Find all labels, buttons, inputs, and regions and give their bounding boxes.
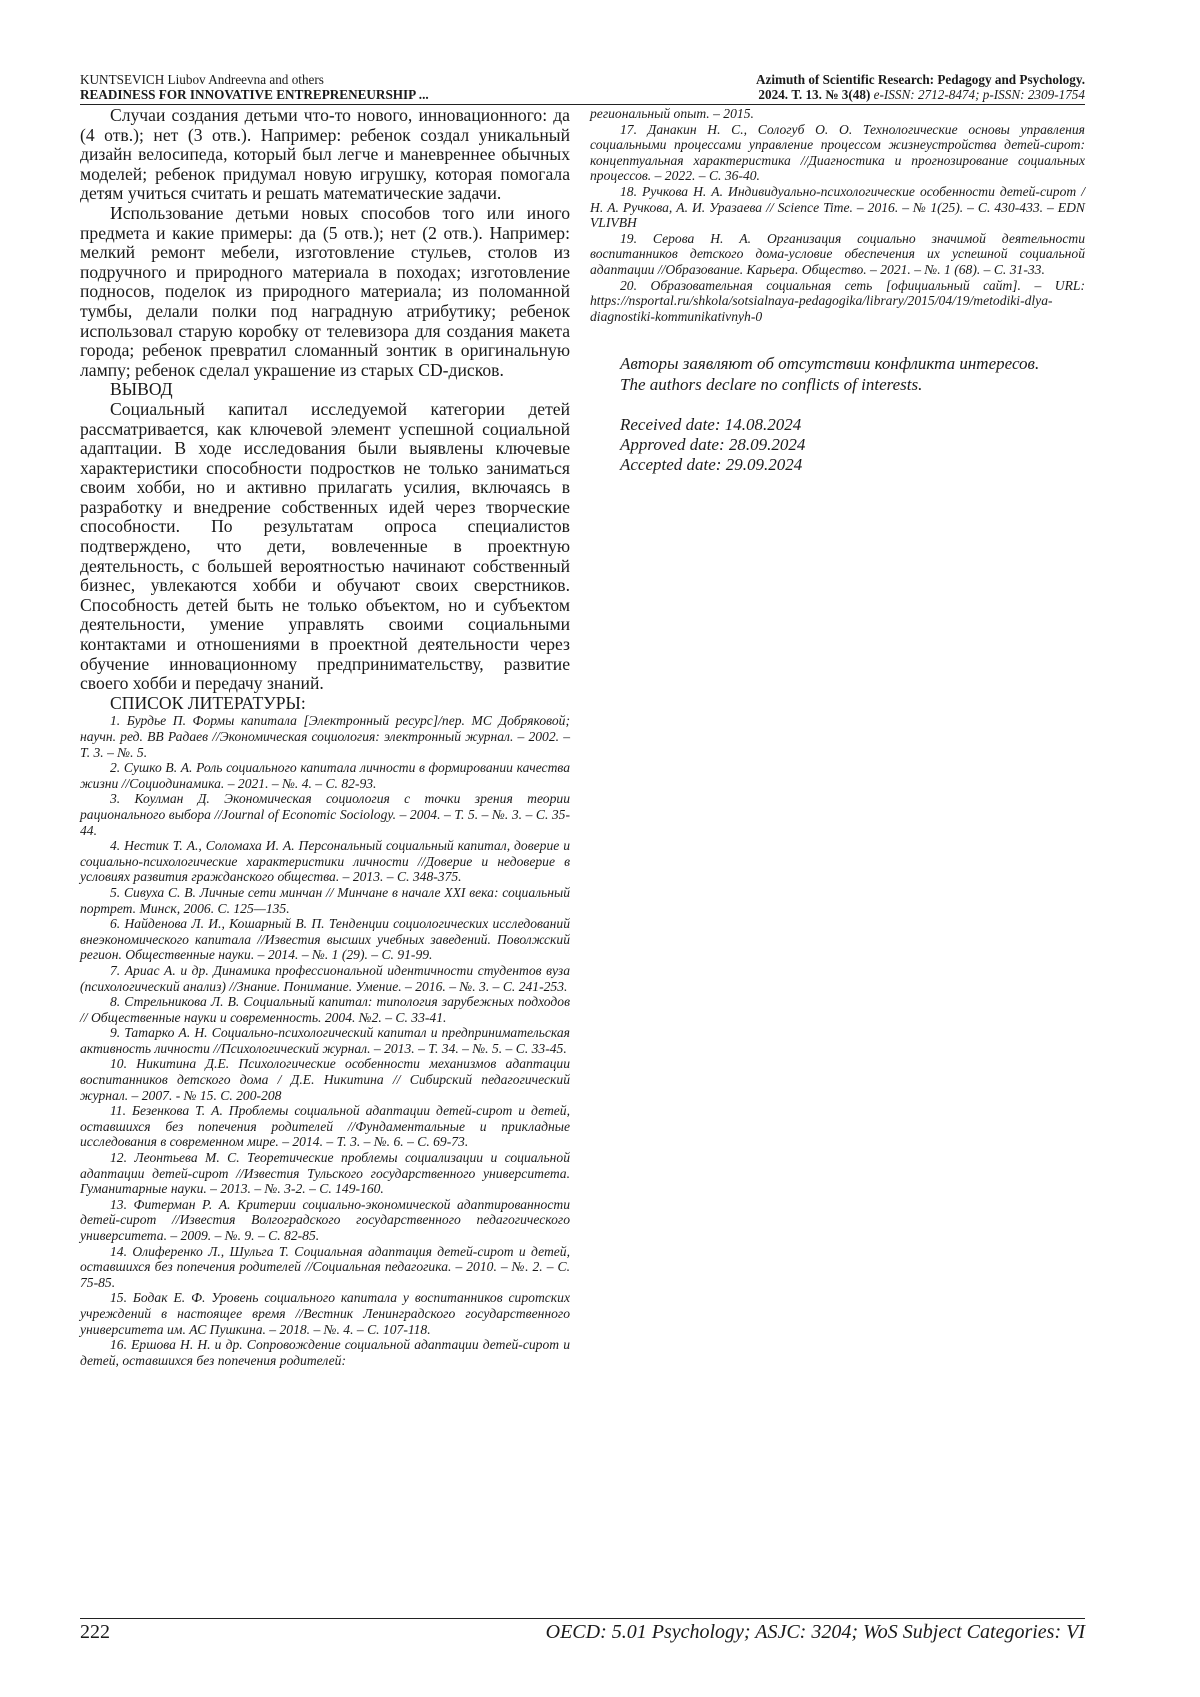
reference-item: 15. Бодак Е. Ф. Уровень социального капитала у воспитанников сиротских учреждений в настоящее время //Вестник Ленинградского государственного университета им. АС Пушкина. – 2018. – №. 4. – С. 107-118. xyxy=(80,1290,570,1337)
body-paragraph-1: Случаи создания детьми что-то нового, инновационного: да (4 отв.); нет (3 отв.). Например: ребенок создал уникальный дизайн велосипеда, который был легче и маневреннее обычных моделей; ребенок придумал новую игрушку, которая помогала детям учиться считать и решать математические задачи. xyxy=(80,105,570,204)
header-article-title: READINESS FOR INNOVATIVE ENTREPRENEURSHIP ... xyxy=(80,87,429,102)
reference-item: 3. Коулман Д. Экономическая социология с точки зрения теории рационального выбора //Journal of Economic Sociology. – 2004. – Т. 5. – №. 3. – С. 35-44. xyxy=(80,791,570,838)
conclusion-heading: ВЫВОД xyxy=(110,379,173,400)
reference-item: 6. Найденова Л. И., Кошарный В. П. Тенденции социологических исследований внеэкономического капитала //Известия высших учебных заведений. Поволжский регион. Общественные науки. – 2014. – №. 1 (29). – С. 91-99. xyxy=(80,916,570,963)
conclusion-text: Социальный капитал исследуемой категории детей рассматривается, как ключевой элемент успешной социальной адаптации. В ходе исследования были выявлены ключевые характеристики способности подростков не только заниматься своим хобби, но и активно прилагать усилия, включаясь в разработку и внедрение собственных идей через творческие способности. По результатам опроса специалистов подтверждено, что дети, вовлеченные в проектную деятельность, с большей вероятностью начинают собственный бизнес, увлекаются хобби и обучают своих сверстников. Способность детей быть не только объектом, но и субъектом деятельности, умение управлять своими социальными контактами и отношениями в проектной деятельности через обучение инновационному предпринимательству, развитие своего хобби и передачу знаний. xyxy=(80,398,570,694)
page-number: 222 xyxy=(80,1621,110,1643)
reference-item: 12. Леонтьева М. С. Теоретические проблемы социализации и социальной адаптации детей-сирот //Известия Тульского государственного университета. Гуманитарные науки. – 2013. – №. 3-2. – С. 149-160. xyxy=(80,1150,570,1197)
approved-date: Approved date: 28.09.2024 xyxy=(620,435,806,455)
reference-item: 14. Олиференко Л., Шульга Т. Социальная адаптация детей-сирот и детей, оставшихся без попечения родителей //Социальная педагогика. – 2010. – №. 2. – С. 75-85. xyxy=(80,1243,570,1290)
reference-item: 7. Ариас А. и др. Динамика профессиональной идентичности студентов вуза (психологический анализ) //Знание. Понимание. Умение. – 2016. – №. 3. – С. 241-253. xyxy=(80,962,570,994)
header-journal-name: Azimuth of Scientific Research: Pedagogy and Psychology. xyxy=(755,72,1085,87)
reference-item: 13. Фитерман Р. А. Критерии социально-экономической адаптированности детей-сирот //Известия Волгоградского государственного педагогического университета. – 2009. – №. 9. – С. 82-85. xyxy=(80,1196,570,1243)
reference-item: 19. Серова Н. А. Организация социально значимой деятельности воспитанников детского дома-условие обеспечения их успешной социальной адаптации //Образование. Карьера. Общество. – 2021. – №. 1 (68). – С. 31-33. xyxy=(590,230,1085,277)
subject-classification: OECD: 5.01 Psychology; ASJC: 3204; WoS Subject Categories: VI xyxy=(545,1621,1085,1643)
reference-item: 4. Нестик Т. А., Соломаха И. А. Персональный социальный капитал, доверие и социально-психологические характеристики личности //Доверие и недоверие в условиях развития гражданского общества. – 2013. – С. 348-375. xyxy=(80,838,570,885)
reference-item: 16. Ершова Н. Н. и др. Сопровождение социальной адаптации детей-сирот и детей, оставшихся без попечения родителей: xyxy=(80,1337,570,1368)
header-authors: KUNTSEVICH Liubov Andreevna and others xyxy=(80,72,324,87)
right-column xyxy=(590,106,1085,475)
reference-item: 2. Сушко В. А. Роль социального капитала личности в формировании качества жизни //Социодинамика. – 2021. – №. 4. – С. 82-93. xyxy=(80,760,570,791)
reference-item: 1. Бурдье П. Формы капитала [Электронный ресурс]/пер. МС Добряковой; научн. ред. ВВ Радаев //Экономическая социология: электронный журнал. – 2002. – Т. 3. – №. 5. xyxy=(80,713,570,760)
accepted-date: Accepted date: 29.09.2024 xyxy=(620,455,803,475)
reference-item: 10. Никитина Д.Е. Психологические особенности механизмов адаптации воспитанников детского дома / Д.Е. Никитина // Сибирский педагогический журнал. – 2007. - № 15. С. 200-208 xyxy=(80,1056,570,1103)
reference-item: 20. Образовательная социальная сеть [официальный сайт]. – URL: https://nsportal.ru/shkola/sotsialnaya-pedagogika/library/2015/04/19/metodiki-dlya-diagnostiki-kommunikativnyh-0 xyxy=(590,277,1085,324)
header-issue-number: 2024. Т. 13. № 3(48) xyxy=(758,87,871,102)
page-header xyxy=(80,72,1085,104)
reference-item: 9. Татарко А. Н. Социально-психологический капитал и предпринимательская активность личности //Психологический журнал. – 2013. – Т. 34. – №. 5. – С. 33-45. xyxy=(80,1025,570,1056)
header-right xyxy=(756,72,1085,102)
reference-list-right xyxy=(590,106,1085,324)
header-issue-info xyxy=(756,87,1085,102)
reference-item: 11. Безенкова Т. А. Проблемы социальной адаптации детей-сирот и детей, оставшихся без попечения родителей //Фундаментальные и прикладные исследования в современном мире. – 2014. – Т. 3. – №. 6. – С. 69-73. xyxy=(80,1103,570,1150)
conflict-statement-ru: Авторы заявляют об отсутствии конфликта интересов. xyxy=(620,354,1040,374)
references-heading: СПИСОК ЛИТЕРАТУРЫ: xyxy=(110,692,306,713)
reference-item-continuation: региональный опыт. – 2015. xyxy=(590,106,754,121)
reference-item: 18. Ручкова Н. А. Индивидуально-психологические особенности детей-сирот / Н. А. Ручкова, А. И. Уразаева // Science Time. – 2016. – № 1(25). – С. 430-433. – EDN VLIVBH xyxy=(590,183,1085,231)
reference-item: 5. Сивуха С. В. Личные сети минчан // Минчане в начале XXI века: социальный портрет. Минск, 2006. С. 125—135. xyxy=(80,884,570,916)
reference-list-left xyxy=(80,713,570,1368)
left-column xyxy=(80,106,570,1368)
footer-divider xyxy=(80,1618,1085,1619)
header-left xyxy=(80,72,429,102)
body-paragraph-2: Использование детьми новых способов того или иного предмета и какие примеры: да (5 отв.); нет (2 отв.). Например: мелкий ремонт мебели, изготовление стульев, столов из подручного и природного материала в походах; изготовление подносов, поделок из природного материала; из поломанной тумбы, делали полки под наградную атрибутику; ребенок использовал старую коробку от телевизора для создания макета города; ребенок превратил сломанный зонтик в оригинальную лампу; ребенок сделал украшение из старых CD-дисков. xyxy=(80,202,570,380)
reference-item: 8. Стрельникова Л. В. Социальный капитал: типология зарубежных подходов // Общественные науки и современность. 2004. №2. – С. 33-41. xyxy=(80,994,570,1025)
reference-item: 17. Данакин Н. С., Сологуб О. О. Технологические основы управления социальными процессами управление процессом жизнеустройства детей-сирот: концептуальная характеристика //Диагностика и прогнозирование социальных процессов. – 2022. – С. 36-40. xyxy=(590,121,1085,184)
article-dates xyxy=(590,415,1085,475)
header-issn: e-ISSN: 2712-8474; p-ISSN: 2309-1754 xyxy=(870,87,1085,102)
conflict-statement-en: The authors declare no conflicts of interests. xyxy=(620,374,923,394)
received-date: Received date: 14.08.2024 xyxy=(620,415,802,435)
